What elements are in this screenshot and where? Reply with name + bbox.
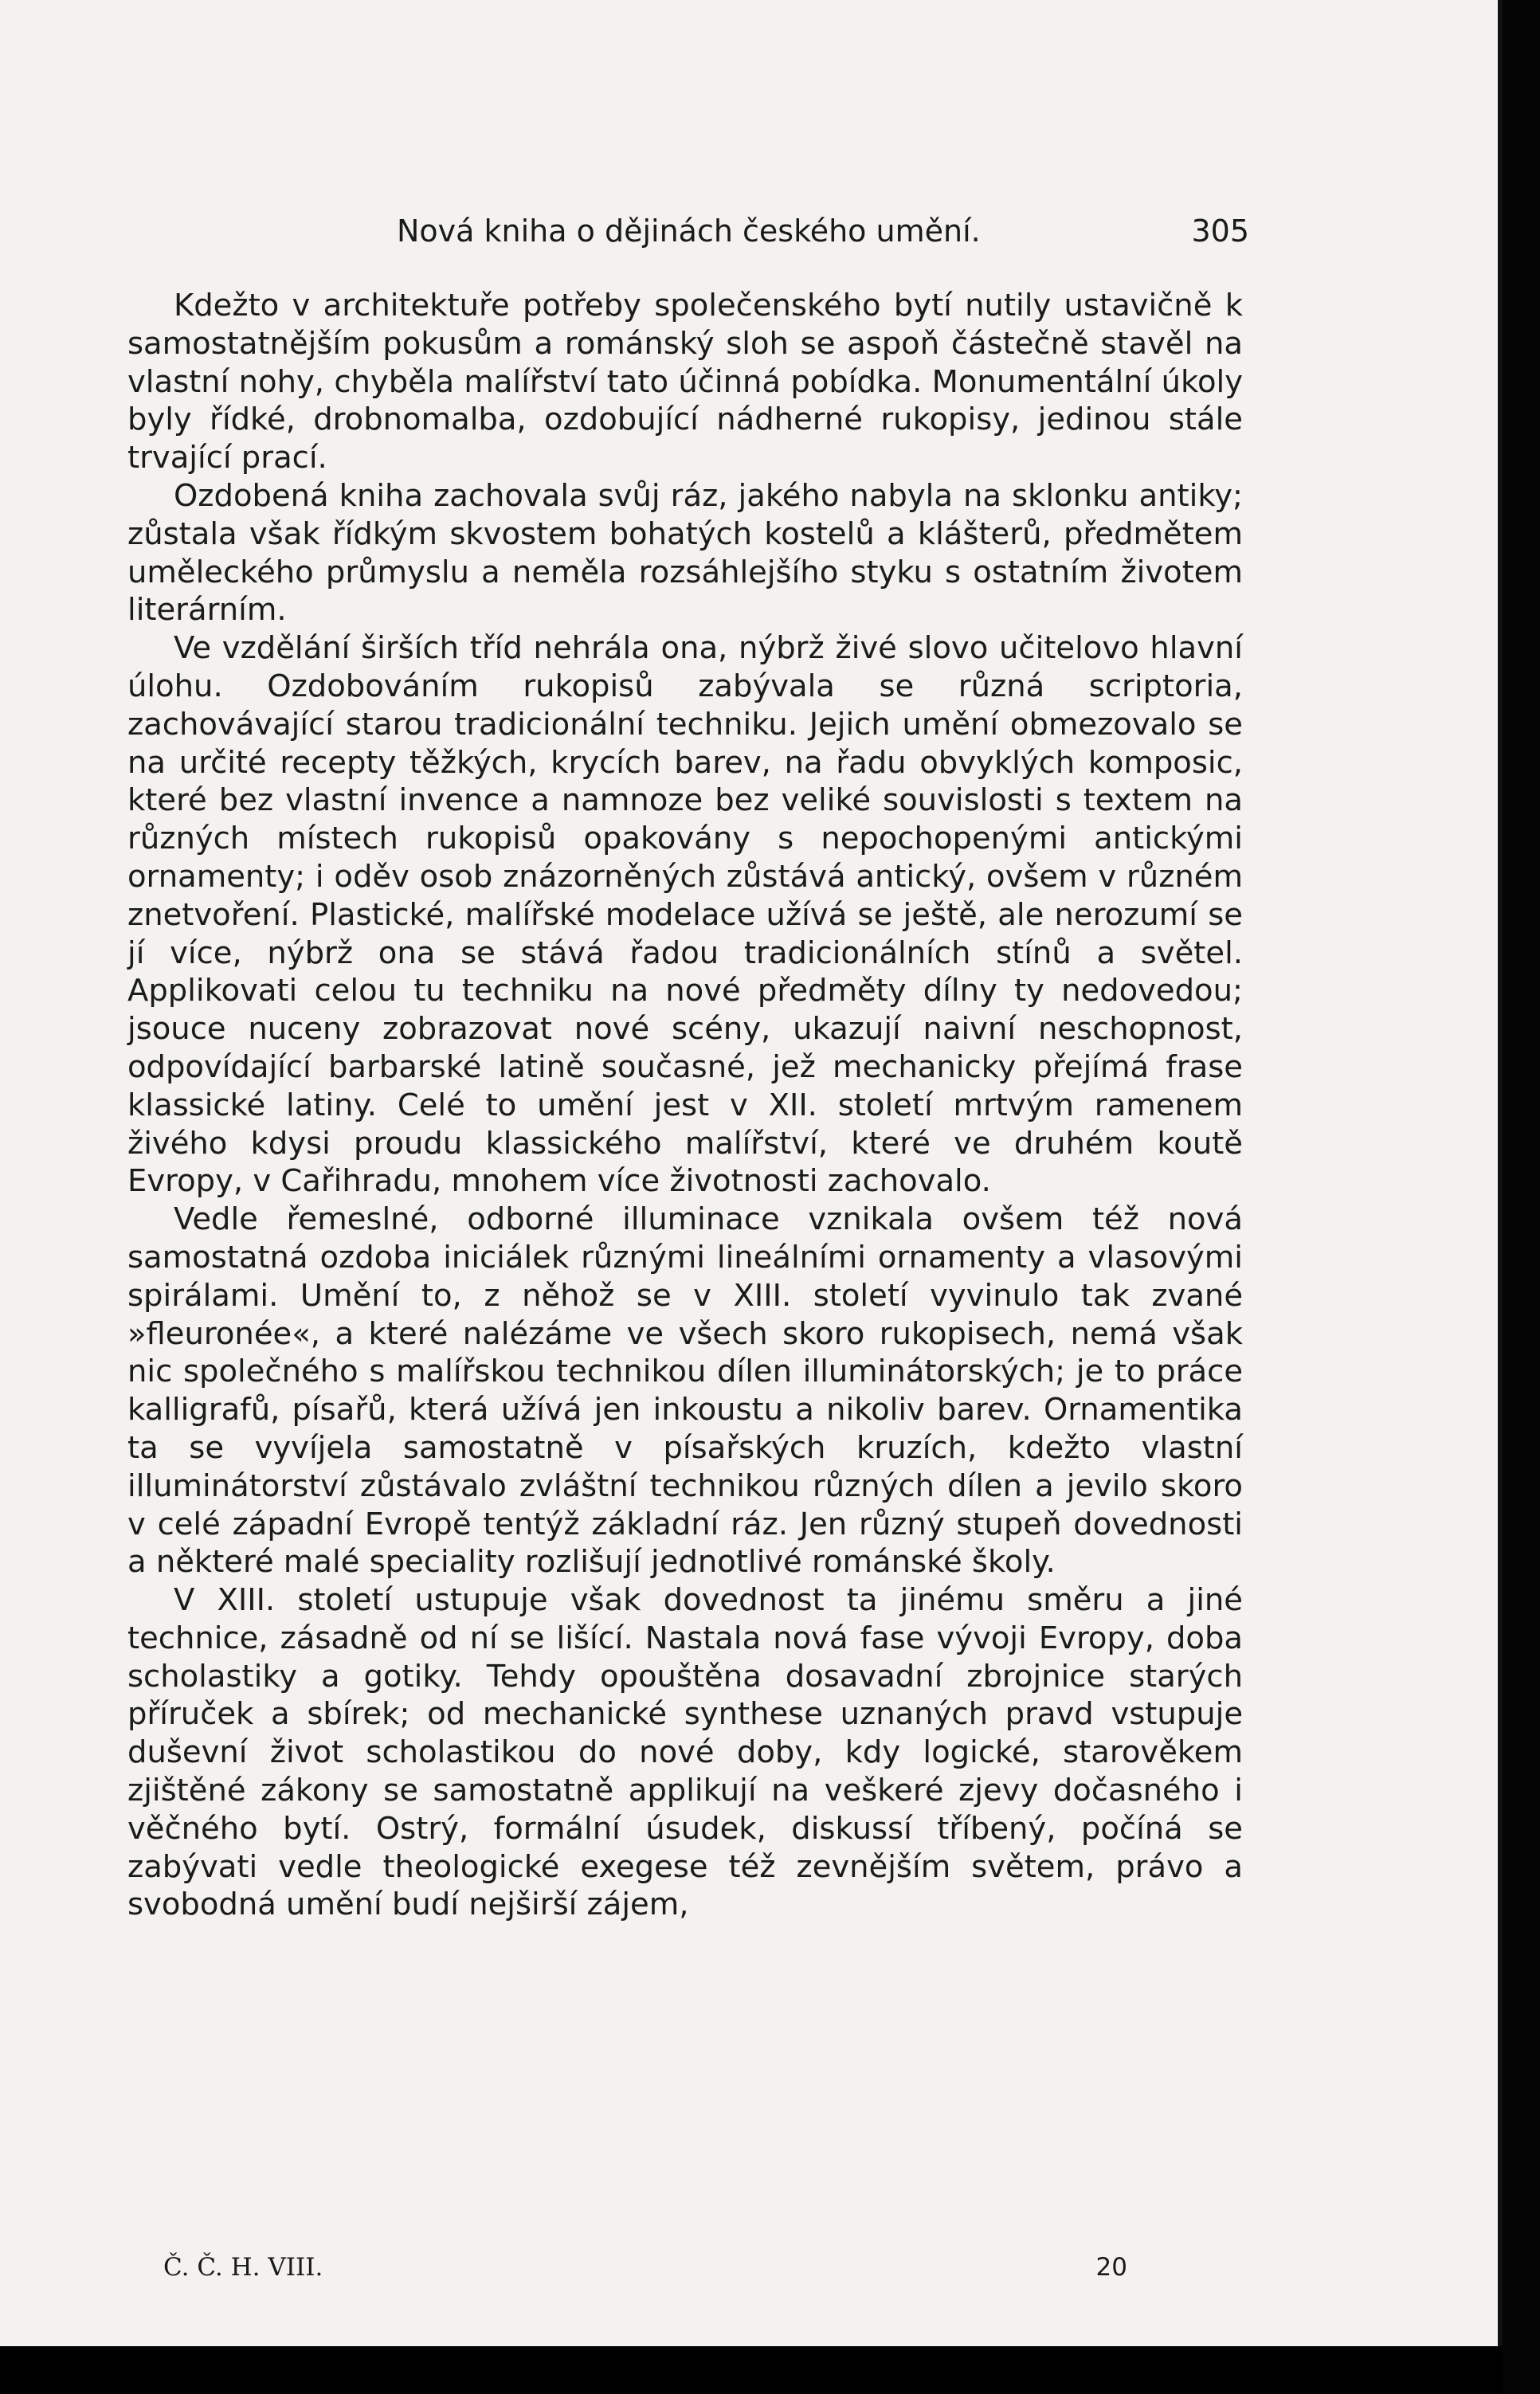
- paragraph-2: Ozdobená kniha zachovala svůj ráz, jakého nabyla na sklonku antiky; zůstala však řídkým skvostem bohatých kostelů a klášterů, předmětem uměleckého průmyslu a neměla rozsáhlejšího styku s ostatním životem literárním.: [127, 477, 1243, 629]
- body-text: [127, 287, 1243, 1924]
- paragraph-5: V XIII. století ustupuje však dovednost ta jinému směru a jiné technice, zásadně od ní se lišící. Nastala nová fase vývoji Evropy, doba scholastiky a gotiky. Tehdy opouštěna dosavadní zbrojnice starých příruček a sbírek; od mechanické synthese uznaných pravd vstupuje duševní život scholastikou do nové doby, kdy logické, starověkem zjištěné zákony se samostatně applikují na veškeré zjevy dočasného i věčného bytí. Ostrý, formální úsudek, diskussí tříbený, počíná se zabývati vedle theologické exegese též zevnějším světem, právo a svobodná umění budí nejširší zájem,: [127, 1582, 1243, 1923]
- scan-edge: [1503, 0, 1540, 2394]
- running-title: Nová kniha o dějinách českého umění.: [397, 214, 981, 249]
- paragraph-4: Vedle řemeslné, odborné illuminace vznikala ovšem též nová samostatná ozdoba iniciálek různými lineálními ornamenty a vlasovými spirálami. Umění to, z něhož se v XIII. století vyvinulo tak zvané »fleuronée«, a které nalézáme ve všech skoro rukopisech, nemá však nic společného s malířskou technikou dílen illuminátorských; je to práce kalligrafů, písařů, která užívá jen inkoustu a nikoliv barev. Ornamentika ta se vyvíjela samostatně v písařských kruzích, kdežto vlastní illuminátorství zůstávalo zvláštní technikou různých dílen a jevilo skoro v celé západní Evropě tentýž základní ráz. Jen různý stupeň dovednosti a některé malé speciality rozlišují jednotlivé románské školy.: [127, 1201, 1243, 1581]
- paragraph-1: Kdežto v architektuře potřeby společenského bytí nutily ustavičně k samostatnějším pokusům a románský sloh se aspoň částečně stavěl na vlastní nohy, chyběla malířství tato účinná pobídka. Monumentální úkoly byly řídké, drobnomalba, ozdobující nádherné rukopisy, jedinou stále trvající prací.: [127, 288, 1243, 476]
- journal-signature: Č. Č. H. VIII.: [163, 2253, 323, 2282]
- paragraph-3: Ve vzdělání širších tříd nehrála ona, nýbrž živé slovo učitelovo hlavní úlohu. Ozdobováním rukopisů zabývala se různá scriptoria, zachovávající starou tradicionální techniku. Jejich umění obmezovalo se na určité recepty těžkých, krycích barev, na řadu obvyklých komposic, které bez vlastní invence a namnoze bez veliké souvislosti s textem na různých místech rukopisů opakovány s nepochopenými antickými ornamenty; i oděv osob znázorněných zůstává antický, ovšem v různém znetvoření. Plastické, malířské modelace užívá se ještě, ale nerozumí se jí více, nýbrž ona se stává řadou tradicionálních stínů a světel. Applikovati celou tu techniku na nové předměty dílny ty nedovedou; jsouce nuceny zobrazovat nové scény, ukazují naivní neschopnost, odpovídající barbarské latině současné, jež mechanicky přejímá frase klassické latiny. Celé to umění jest v XII. století mrtvým ramenem živého kdysi proudu klassického malířství, které ve druhém koutě Evropy, v Cařihradu, mnohem více životnosti zachovalo.: [127, 630, 1243, 1200]
- page-footer: [163, 2253, 1127, 2309]
- page-header: [397, 214, 1249, 269]
- sheet-number: 20: [1095, 2253, 1127, 2282]
- page-number: 305: [1191, 214, 1249, 249]
